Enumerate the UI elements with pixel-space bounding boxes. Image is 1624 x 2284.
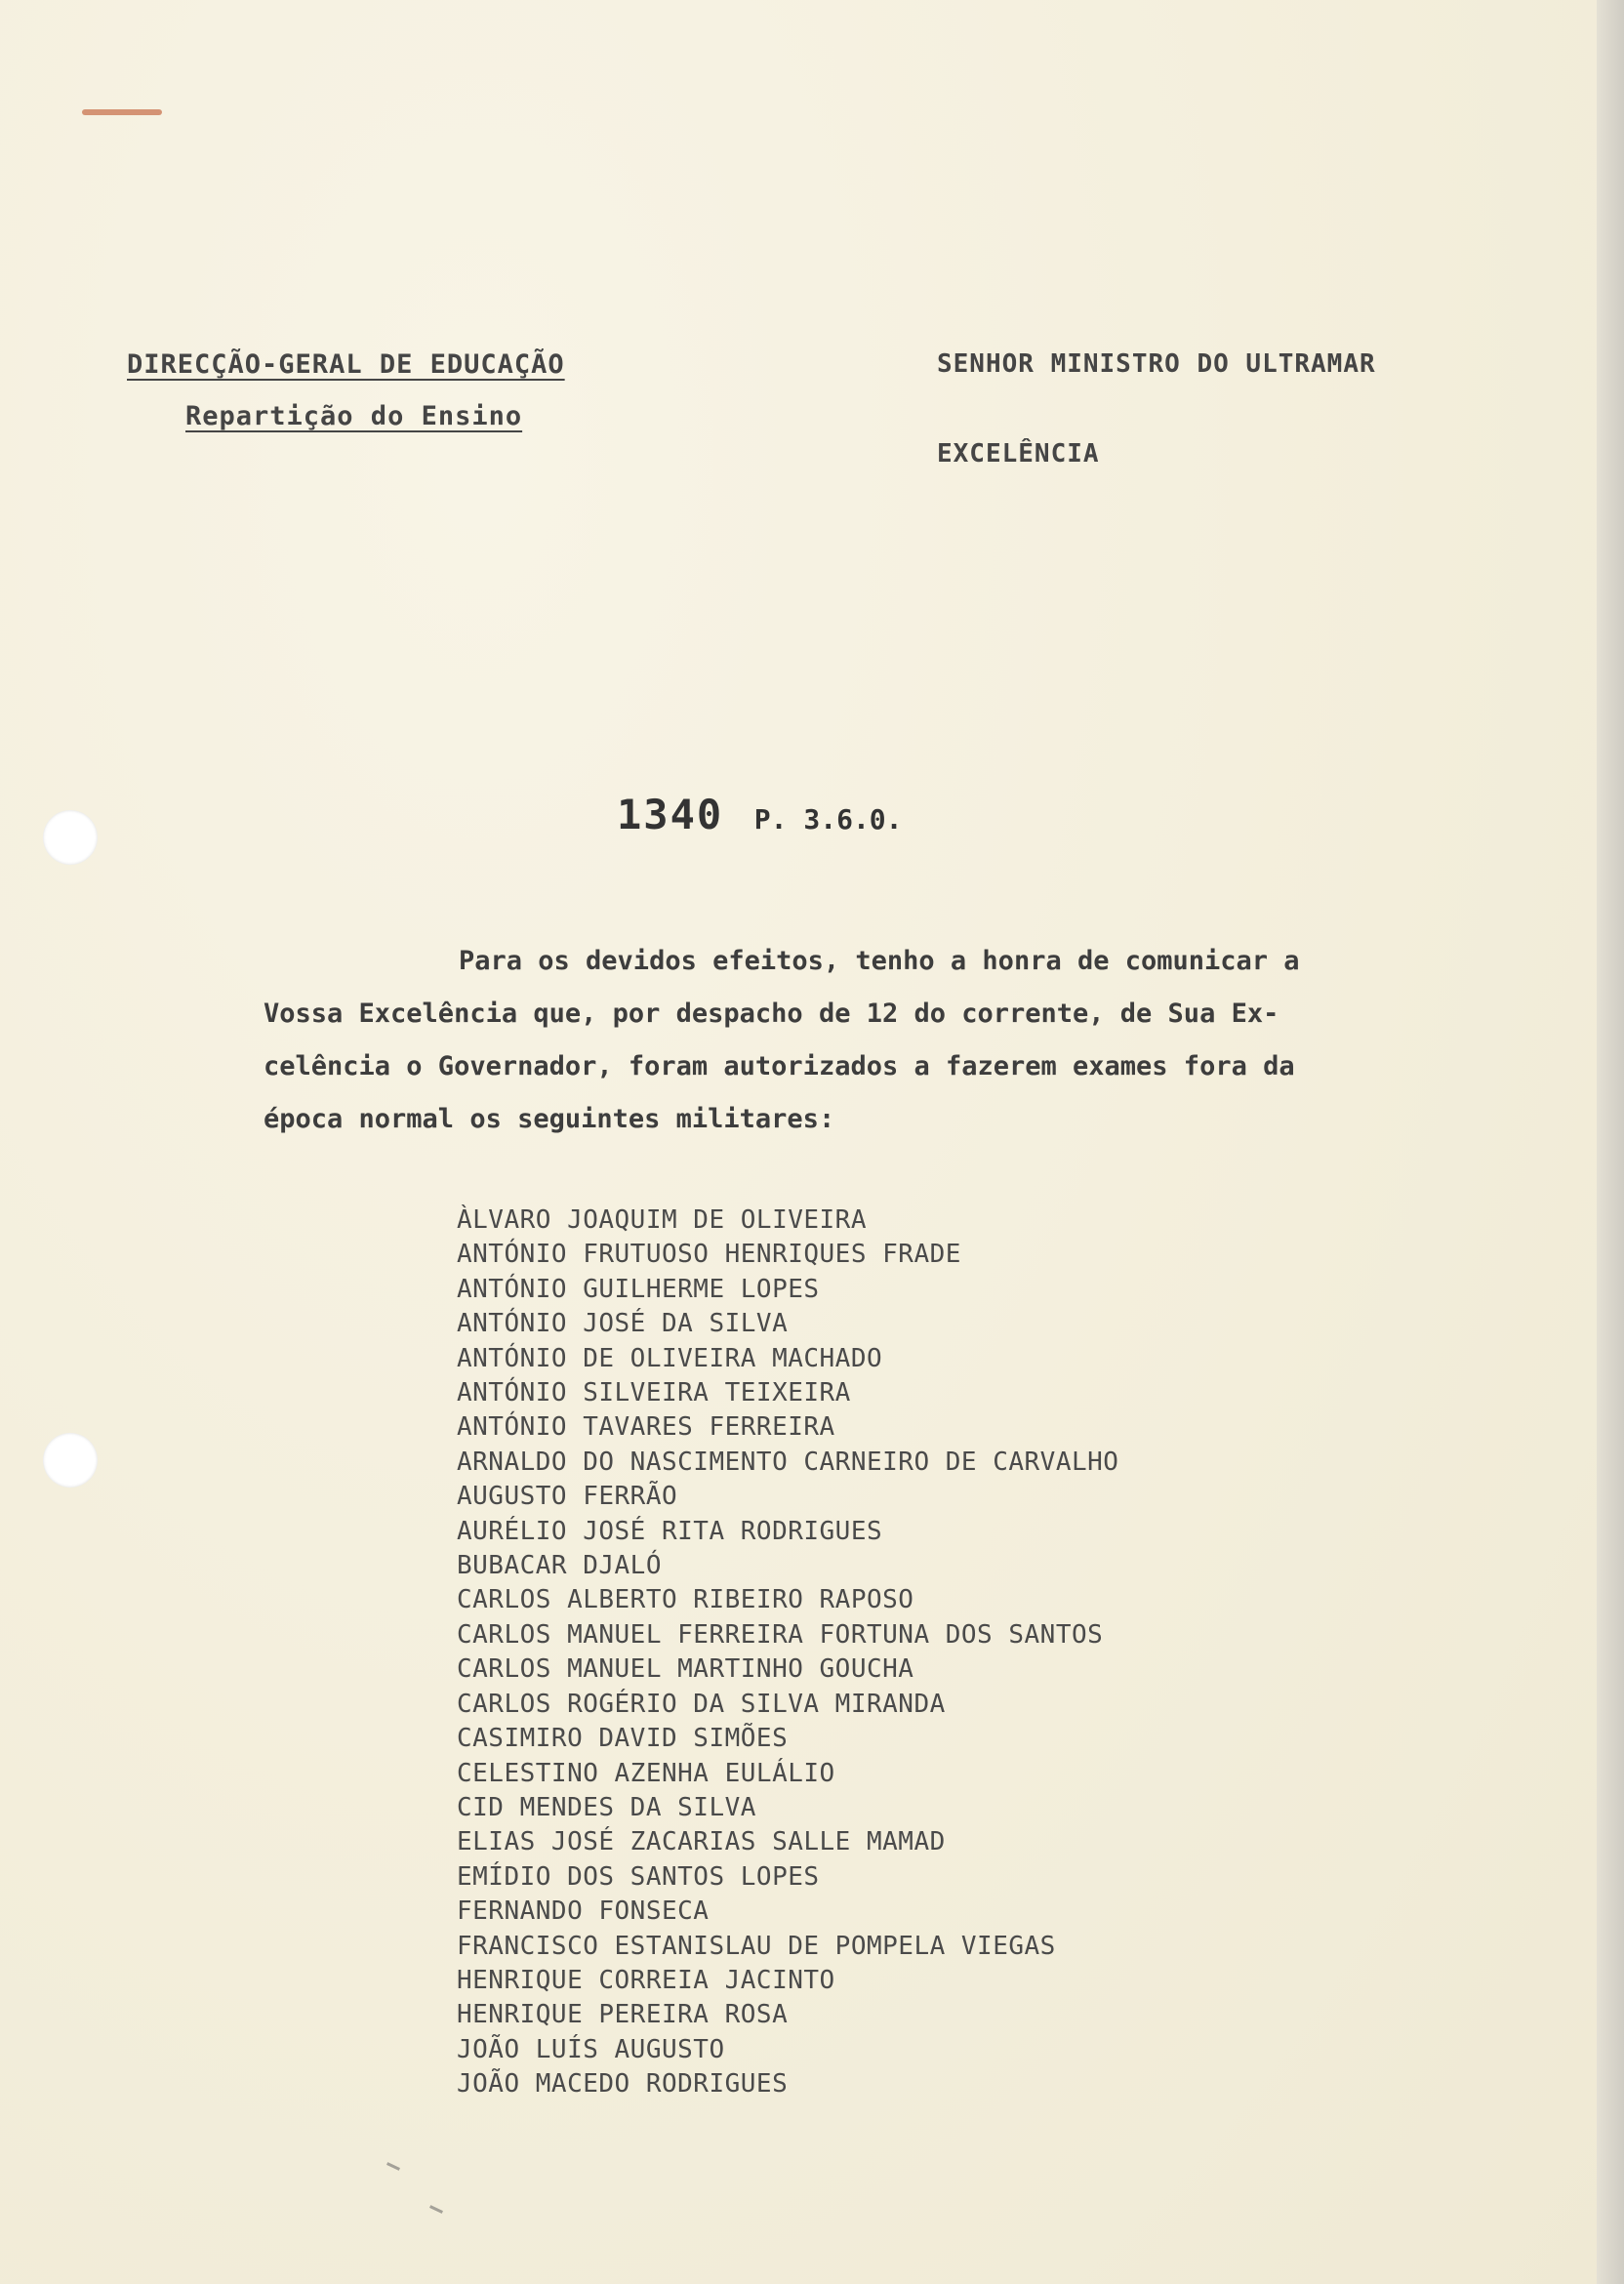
name-item: HENRIQUE PEREIRA ROSA — [457, 2000, 789, 2030]
name-item: ANTÓNIO SILVEIRA TEIXEIRA — [457, 1378, 851, 1408]
name-item: FRANCISCO ESTANISLAU DE POMPELA VIEGAS — [457, 1931, 1056, 1961]
department-name: DIRECÇÃO-GERAL DE EDUCAÇÃO — [127, 349, 565, 380]
body-line: época normal os seguintes militares: — [264, 1104, 835, 1134]
name-item: CARLOS MANUEL FERREIRA FORTUNA DOS SANTOS — [457, 1619, 1104, 1650]
document-reference — [617, 791, 903, 838]
name-item: AUGUSTO FERRÃO — [457, 1482, 678, 1512]
letter-body — [264, 935, 1532, 1146]
name-item: AURÉLIO JOSÉ RITA RODRIGUES — [457, 1516, 883, 1546]
name-item: ANTÓNIO TAVARES FERREIRA — [457, 1412, 835, 1443]
ink-speck — [386, 2162, 400, 2171]
body-line: celência o Governador, foram autorizados a fazerem exames fora da — [264, 1051, 1295, 1081]
body-line: Vossa Excelência que, por despacho de 12 do corrente, de Sua Ex- — [264, 999, 1279, 1029]
punch-hole-bottom — [43, 1433, 98, 1488]
name-item: ANTÓNIO DE OLIVEIRA MACHADO — [457, 1343, 883, 1373]
reference-number: 1340 — [617, 791, 724, 838]
name-item: JOÃO MACEDO RODRIGUES — [457, 2069, 789, 2100]
recipient-title: SENHOR MINISTRO DO ULTRAMAR — [937, 349, 1376, 379]
section-name: Repartição do Ensino — [185, 401, 523, 431]
name-item: CASIMIRO DAVID SIMÕES — [457, 1724, 789, 1754]
process-code: P. 3.6.0. — [753, 803, 903, 836]
ink-speck — [429, 2205, 443, 2214]
name-item: ANTÓNIO JOSÉ DA SILVA — [457, 1309, 789, 1339]
name-item: JOÃO LUÍS AUGUSTO — [457, 2034, 725, 2064]
name-item: ANTÓNIO GUILHERME LOPES — [457, 1274, 820, 1304]
name-item: ELIAS JOSÉ ZACARIAS SALLE MAMAD — [457, 1827, 946, 1857]
name-item: HENRIQUE CORREIA JACINTO — [457, 1965, 835, 1995]
name-item: ANTÓNIO FRUTUOSO HENRIQUES FRADE — [457, 1240, 961, 1270]
name-item: CARLOS ROGÉRIO DA SILVA MIRANDA — [457, 1689, 946, 1719]
name-item: EMÍDIO DOS SANTOS LOPES — [457, 1861, 820, 1892]
punch-hole-top — [43, 810, 98, 865]
tape-mark — [82, 109, 162, 115]
name-item: BUBACAR DJALÓ — [457, 1551, 662, 1581]
name-item: CARLOS ALBERTO RIBEIRO RAPOSO — [457, 1585, 914, 1615]
scan-background-edge — [1597, 0, 1624, 2284]
recipient-block — [937, 349, 1376, 469]
name-item: ARNALDO DO NASCIMENTO CARNEIRO DE CARVALHO — [457, 1447, 1119, 1477]
name-item: ÀLVARO JOAQUIM DE OLIVEIRA — [457, 1205, 867, 1235]
names-list — [457, 1203, 1118, 2102]
name-item: FERNANDO FONSECA — [457, 1897, 710, 1927]
salutation: EXCELÊNCIA — [937, 439, 1100, 469]
name-item: CELESTINO AZENHA EULÁLIO — [457, 1758, 835, 1788]
name-item: CARLOS MANUEL MARTINHO GOUCHA — [457, 1654, 914, 1685]
body-line: Para os devidos efeitos, tenho a honra de comunicar a — [459, 946, 1300, 976]
name-item: CID MENDES DA SILVA — [457, 1792, 756, 1822]
sender-block — [127, 349, 654, 431]
